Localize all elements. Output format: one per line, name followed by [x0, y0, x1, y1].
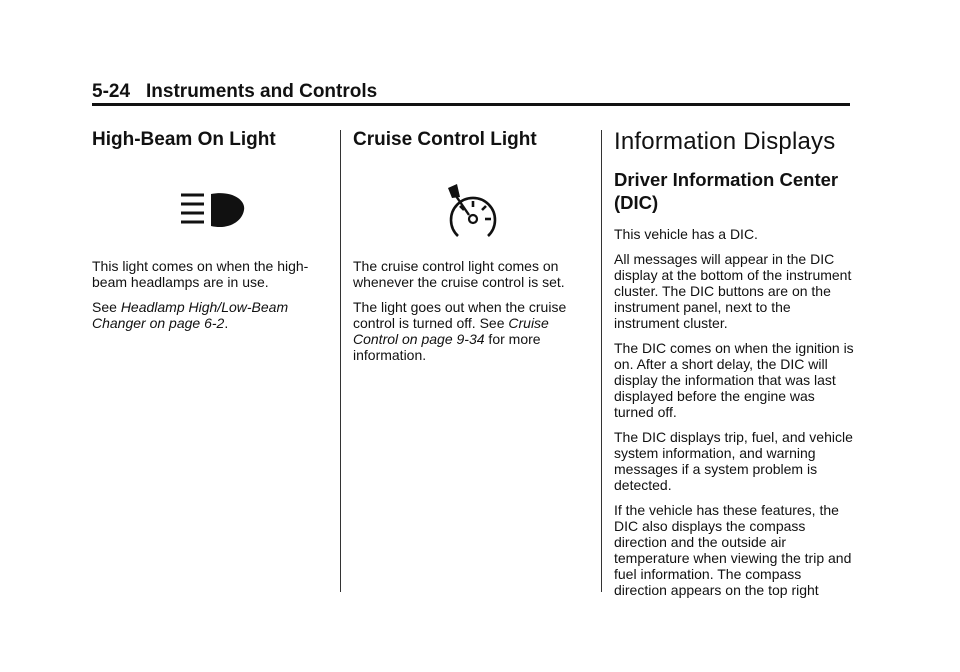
cruise-control-icon-container	[353, 152, 583, 242]
dic-subheading: Driver Information Center (DIC)	[614, 169, 839, 213]
cruise-control-link[interactable]: Cruise Control on page 9-34	[353, 315, 549, 347]
cruise-control-paragraph: The cruise control light comes on whenever the cruise control is set.	[353, 258, 565, 290]
reference-suffix: for more information.	[353, 331, 541, 363]
dic-paragraph: If the vehicle has these features, the DIC also displays the compass direction and the outside air temperature when viewing the trip and fuel information. The compass direction appears on the top right	[614, 502, 852, 598]
high-beam-icon-container	[92, 152, 314, 242]
page-number: 5-24	[92, 81, 131, 102]
dic-paragraph: This vehicle has a DIC.	[614, 226, 758, 242]
header-rule	[92, 103, 850, 106]
reference-prefix: See	[92, 299, 121, 315]
cruise-control-reference	[353, 299, 583, 363]
reference-suffix: .	[224, 315, 229, 331]
information-displays-heading: Information Displays	[614, 128, 836, 155]
column-cruise-control	[353, 128, 583, 372]
cruise-control-heading: Cruise Control Light	[353, 129, 537, 150]
cruise-control-icon	[438, 182, 504, 240]
high-beam-paragraph: This light comes on when the high-beam headlamps are in use.	[92, 258, 309, 290]
high-beam-icon	[180, 192, 246, 230]
column-information-displays	[614, 128, 854, 607]
column-high-beam	[92, 128, 314, 340]
headlamp-changer-link[interactable]: Headlamp High/Low-Beam Changer on page 6-2	[92, 299, 289, 331]
section-title: Instruments and Controls	[146, 81, 378, 102]
high-beam-reference	[92, 299, 314, 331]
dic-paragraph: The DIC displays trip, fuel, and vehicle system information, and warning messages if a system problem is detected.	[614, 429, 853, 493]
dic-paragraph: All messages will appear in the DIC display at the bottom of the instrument cluster. The DIC buttons are on the instrument panel, next to the instrument cluster.	[614, 251, 852, 331]
column-divider	[340, 130, 341, 592]
dic-paragraph: The DIC comes on when the ignition is on. After a short delay, the DIC will display the information that was last displayed before the engine was turned off.	[614, 340, 854, 420]
reference-prefix: The light goes out when the cruise control is turned off. See	[353, 299, 567, 331]
high-beam-heading: High-Beam On Light	[92, 129, 276, 150]
running-header	[92, 80, 850, 104]
column-divider	[601, 130, 602, 592]
